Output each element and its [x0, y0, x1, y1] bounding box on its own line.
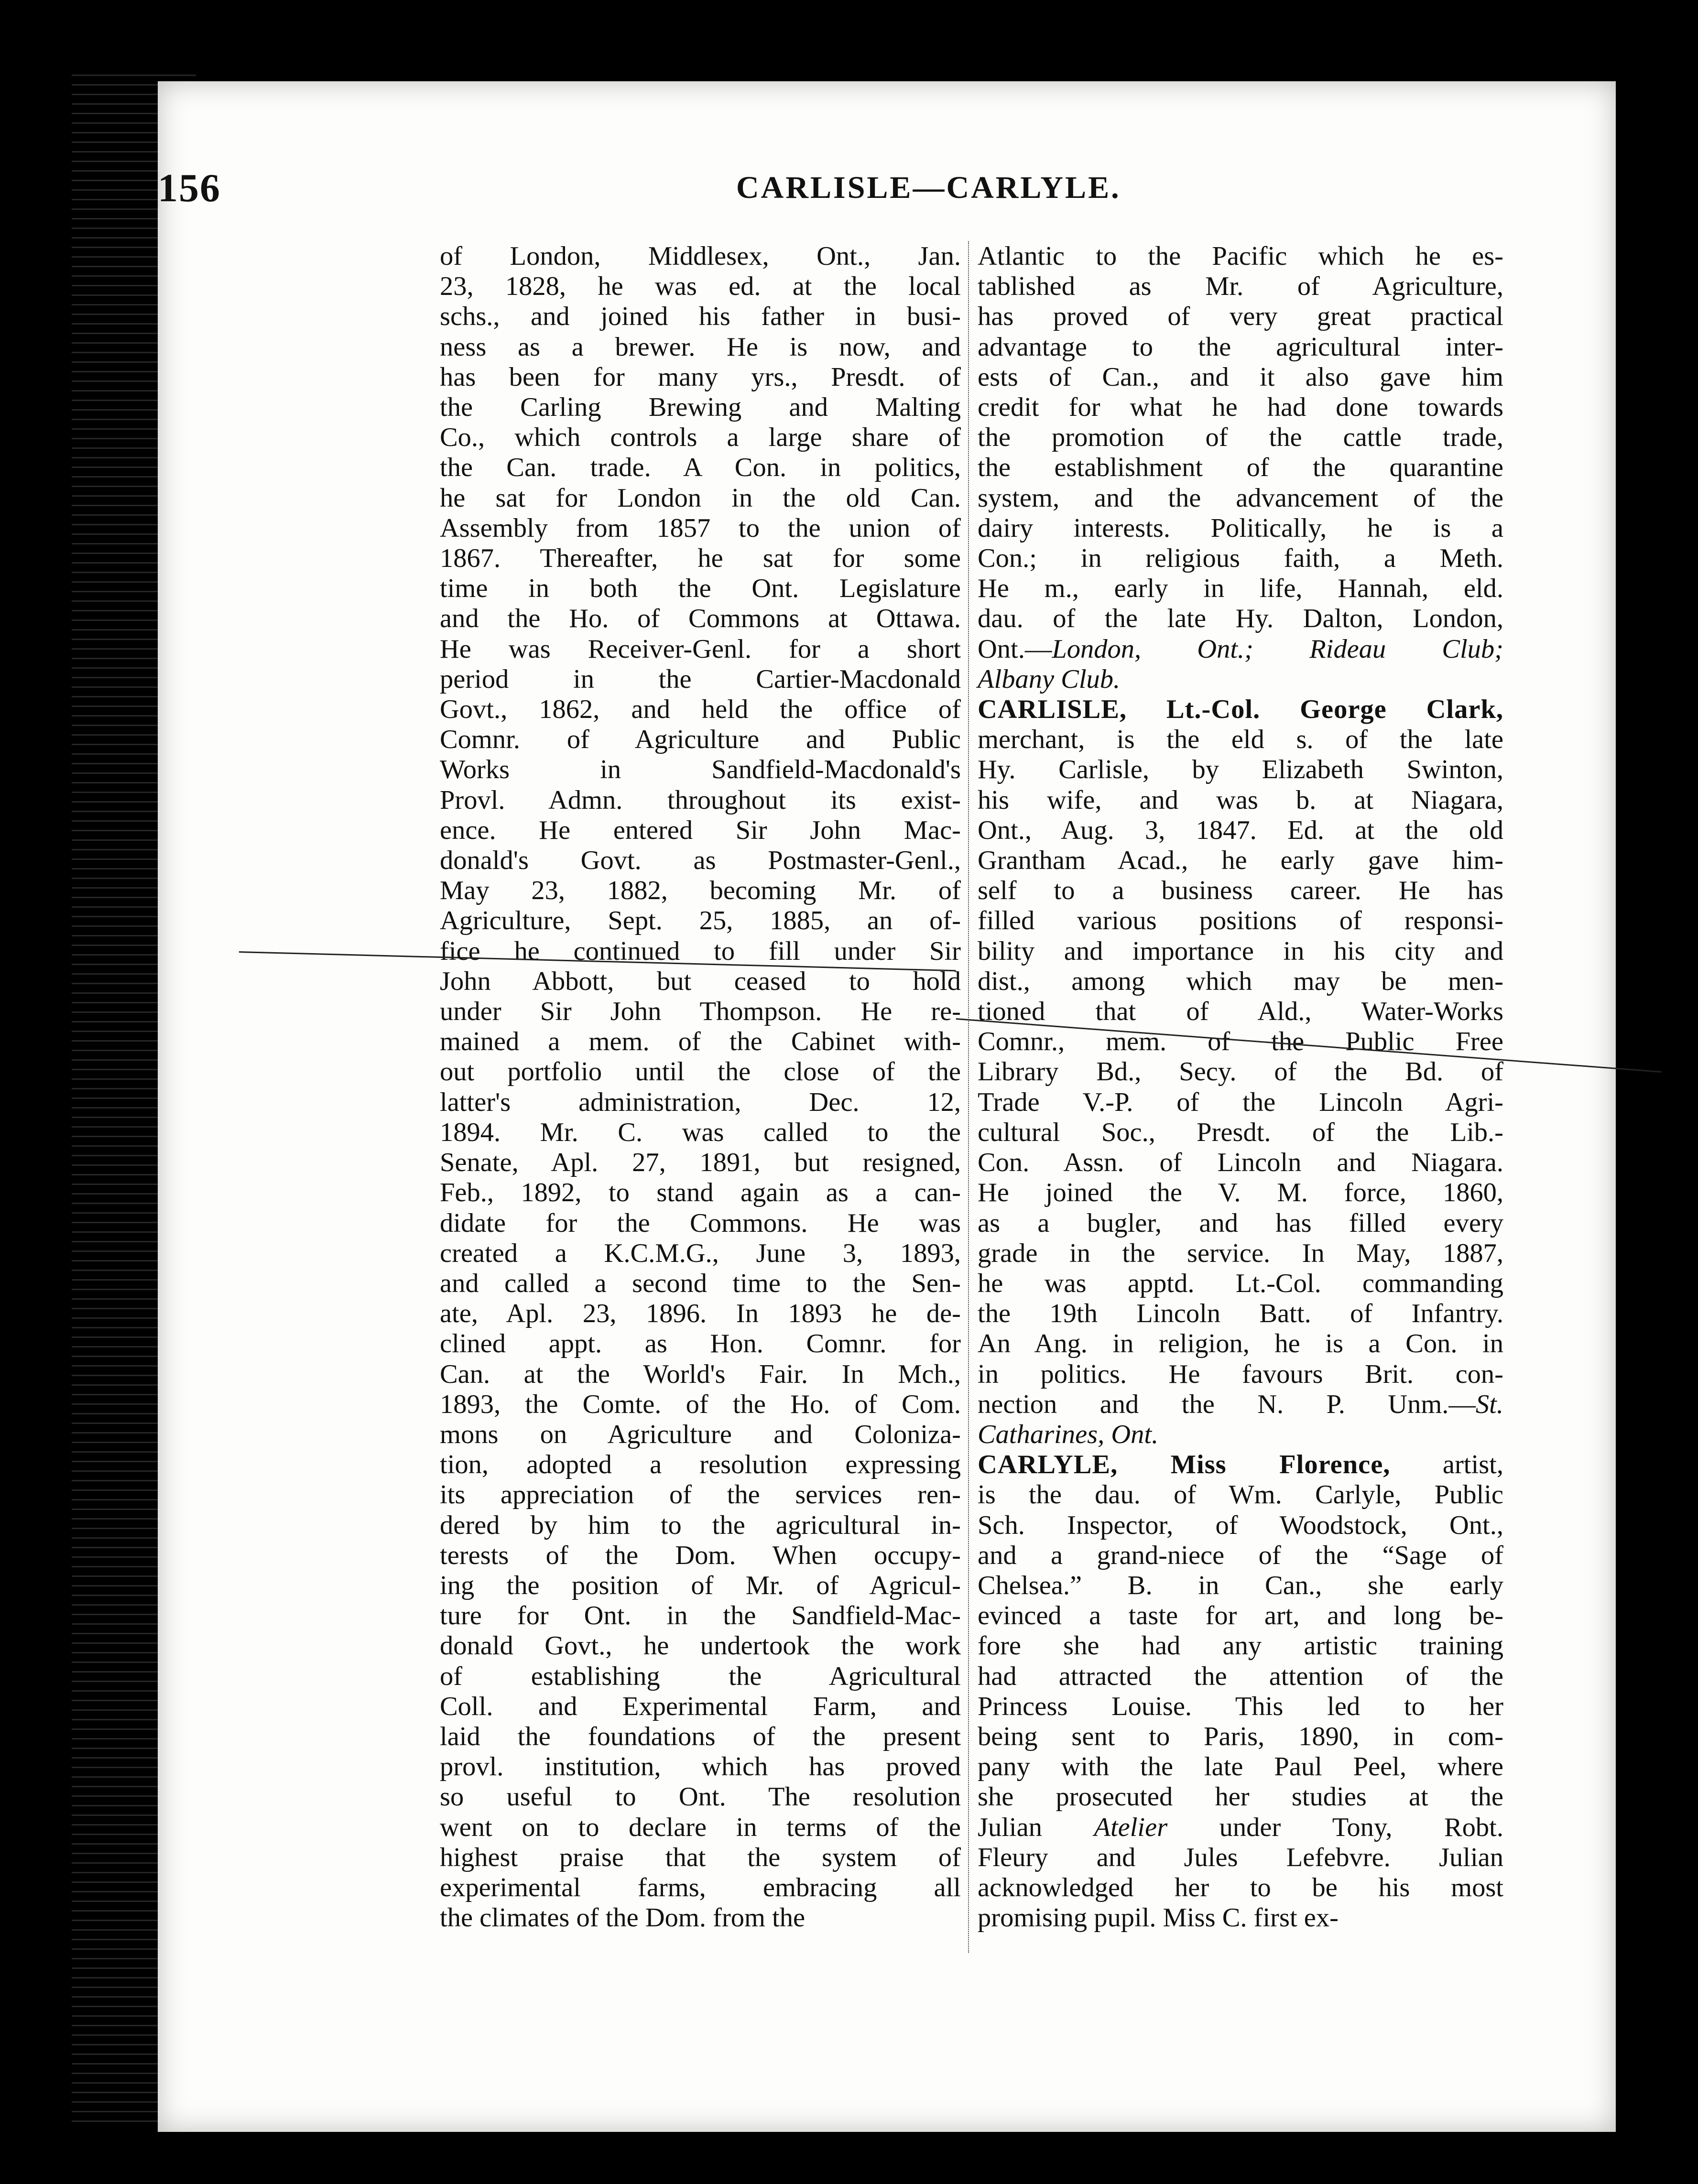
text-line: schs., and joined his father in busi-	[440, 302, 961, 332]
text-line: its appreciation of the services ren-	[440, 1480, 961, 1510]
text-line: the climates of the Dom. from the	[440, 1903, 805, 1933]
text-line: ence. He entered Sir John Mac-	[440, 815, 961, 845]
text-line: Fleury and Jules Lefebvre. Julian	[978, 1842, 1503, 1872]
text-line: went on to declare in terms of the	[440, 1812, 961, 1842]
text-line: highest praise that the system of	[440, 1842, 961, 1872]
text-line: grade in the service. In May, 1887,	[978, 1238, 1503, 1268]
text-run: under Tony, Robt.	[1167, 1812, 1503, 1842]
text-line: dairy interests. Politically, he is a	[978, 513, 1503, 543]
text-line: Con.; in religious faith, a Meth.	[978, 543, 1503, 574]
residence-italic: Catharines, Ont.	[978, 1419, 1159, 1449]
text-line: He was Receiver-Genl. for a short	[440, 634, 961, 664]
text-line: dist., among which may be men-	[978, 966, 1503, 996]
text-line: of establishing the Agricultural	[440, 1661, 961, 1691]
text-line: Trade V.-P. of the Lincoln Agri-	[978, 1087, 1503, 1117]
text-line	[978, 1420, 1503, 1450]
text-line: promising pupil. Miss C. first ex-	[978, 1903, 1339, 1933]
running-head: CARLISLE—CARLYLE.	[736, 170, 1121, 205]
text-line: cultural Soc., Presdt. of the Lib.-	[978, 1117, 1503, 1147]
text-line: experimental farms, embracing all	[440, 1872, 961, 1902]
text-run: nection and the N. P. Unm.—	[978, 1389, 1476, 1419]
text-line: being sent to Paris, 1890, in com-	[978, 1721, 1503, 1751]
text-line: mained a mem. of the Cabinet with-	[440, 1027, 961, 1057]
text-line: 23, 1828, he was ed. at the local	[440, 272, 961, 302]
text-line: the establishment of the quarantine	[978, 453, 1503, 483]
text-line: He m., early in life, Hannah, eld.	[978, 574, 1503, 604]
text-line: Atlantic to the Pacific which he es-	[978, 241, 1503, 271]
text-line: under Sir John Thompson. He re-	[440, 997, 961, 1027]
text-line: 1894. Mr. C. was called to the	[440, 1117, 961, 1147]
text-line: Princess Louise. This led to her	[978, 1691, 1503, 1721]
text-run: Ont.—	[978, 634, 1052, 664]
text-line: Feb., 1892, to stand again as a can-	[440, 1178, 961, 1208]
text-line: his wife, and was b. at Niagara,	[978, 785, 1503, 815]
text-line: has been for many yrs., Presdt. of	[440, 362, 961, 392]
text-line: and a grand-niece of the “Sage of	[978, 1540, 1503, 1570]
text-line: ate, Apl. 23, 1896. In 1893 he de-	[440, 1299, 961, 1329]
text-line: advantage to the agricultural inter-	[978, 332, 1503, 362]
text-line: mons on Agriculture and Coloniza-	[440, 1419, 961, 1449]
text-line: has proved of very great practical	[978, 302, 1503, 332]
text-line: had attracted the attention of the	[978, 1661, 1503, 1691]
text-line: the promotion of the cattle trade,	[978, 423, 1503, 453]
text-line: self to a business career. He has	[978, 876, 1503, 906]
residence-italic: St.	[1475, 1389, 1503, 1419]
text-line: 1867. Thereafter, he sat for some	[440, 543, 961, 574]
entry-heading-carlyle-florence	[978, 1450, 1503, 1480]
text-line: John Abbott, but ceased to hold	[440, 966, 961, 996]
text-line	[978, 664, 1503, 695]
text-line: Con. Assn. of Lincoln and Niagara.	[978, 1148, 1503, 1178]
text-line: Grantham Acad., he early gave him-	[978, 846, 1503, 876]
text-line: ing the position of Mr. of Agricul-	[440, 1570, 961, 1600]
text-line: the Can. trade. A Con. in politics,	[440, 453, 961, 483]
text-line: Coll. and Experimental Farm, and	[440, 1691, 961, 1721]
text-line: pany with the late Paul Peel, where	[978, 1752, 1503, 1782]
text-line: Provl. Admn. throughout its exist-	[440, 785, 961, 815]
text-run: artist,	[1390, 1450, 1503, 1480]
text-line: is the dau. of Wm. Carlyle, Public	[978, 1480, 1503, 1510]
text-line	[978, 1813, 1503, 1843]
text-line: Assembly from 1857 to the union of	[440, 513, 961, 543]
text-line: fice he continued to fill under Sir	[440, 936, 961, 966]
text-line: system, and the advancement of the	[978, 483, 1503, 513]
text-line: period in the Cartier-Macdonald	[440, 664, 961, 694]
text-line: tablished as Mr. of Agriculture,	[978, 272, 1503, 302]
text-line: tioned that of Ald., Water-Works	[978, 997, 1503, 1027]
text-line: acknowledged her to be his most	[978, 1872, 1503, 1902]
text-line: He joined the V. M. force, 1860,	[978, 1178, 1503, 1208]
text-line: fore she had any artistic training	[978, 1631, 1503, 1661]
text-line: ness as a brewer. He is now, and	[440, 332, 961, 362]
text-run: Julian	[978, 1812, 1094, 1842]
text-line: An Ang. in religion, he is a Con. in	[978, 1329, 1503, 1359]
left-column	[440, 241, 961, 1933]
text-line: he was apptd. Lt.-Col. commanding	[978, 1268, 1503, 1298]
text-line: he sat for London in the old Can.	[440, 483, 961, 513]
text-line: evinced a taste for art, and long be-	[978, 1601, 1503, 1631]
text-line: tion, adopted a resolution expressing	[440, 1450, 961, 1480]
text-line: laid the foundations of the present	[440, 1721, 961, 1751]
text-line	[978, 634, 1503, 664]
page-number: 156	[158, 166, 221, 210]
residence-italic: London, Ont.; Rideau Club;	[1052, 634, 1503, 664]
atelier-italic: Atelier	[1094, 1812, 1168, 1842]
text-line: created a K.C.M.G., June 3, 1893,	[440, 1238, 961, 1268]
text-line: the 19th Lincoln Batt. of Infantry.	[978, 1299, 1503, 1329]
text-line: as a bugler, and has filled every	[978, 1208, 1503, 1238]
residence-italic: Albany Club.	[978, 664, 1121, 694]
text-line: so useful to Ont. The resolution	[440, 1782, 961, 1812]
text-line: merchant, is the eld s. of the late	[978, 725, 1503, 755]
entry-name: CARLYLE, Miss Florence,	[978, 1450, 1391, 1480]
text-line: time in both the Ont. Legislature	[440, 574, 961, 604]
text-line: May 23, 1882, becoming Mr. of	[440, 876, 961, 906]
text-line: terests of the Dom. When occupy-	[440, 1540, 961, 1570]
text-line	[978, 1390, 1503, 1420]
text-line: donald Govt., he undertook the work	[440, 1631, 961, 1661]
text-line: of London, Middlesex, Ont., Jan.	[440, 241, 961, 271]
text-line: dau. of the late Hy. Dalton, London,	[978, 604, 1503, 634]
text-line: filled various positions of responsi-	[978, 906, 1503, 936]
text-line: Comnr., mem. of the Public Free	[978, 1027, 1503, 1057]
column-divider	[968, 241, 970, 1953]
text-line: provl. institution, which has proved	[440, 1752, 961, 1782]
text-line: the Carling Brewing and Malting	[440, 392, 961, 423]
text-line: ests of Can., and it also gave him	[978, 362, 1503, 392]
text-line: Library Bd., Secy. of the Bd. of	[978, 1057, 1503, 1087]
text-line: latter's administration, Dec. 12,	[440, 1087, 961, 1117]
text-line: and called a second time to the Sen-	[440, 1268, 961, 1298]
text-line: Agriculture, Sept. 25, 1885, an of-	[440, 906, 961, 936]
text-line: Sch. Inspector, of Woodstock, Ont.,	[978, 1510, 1503, 1540]
text-line: ture for Ont. in the Sandfield-Mac-	[440, 1601, 961, 1631]
text-line: out portfolio until the close of the	[440, 1057, 961, 1087]
text-line: Can. at the World's Fair. In Mch.,	[440, 1359, 961, 1389]
text-line: Ont., Aug. 3, 1847. Ed. at the old	[978, 815, 1503, 845]
text-line: Govt., 1862, and held the office of	[440, 695, 961, 725]
text-line: in politics. He favours Brit. con-	[978, 1359, 1503, 1389]
text-line: didate for the Commons. He was	[440, 1208, 961, 1238]
entry-name: CARLISLE, Lt.-Col. George Clark,	[978, 695, 1503, 725]
text-line: clined appt. as Hon. Comnr. for	[440, 1329, 961, 1359]
entry-heading-carlisle-george-clark	[978, 695, 1503, 725]
text-line: Chelsea.” B. in Can., she early	[978, 1570, 1503, 1600]
text-line: credit for what he had done towards	[978, 392, 1503, 423]
text-line: bility and importance in his city and	[978, 936, 1503, 966]
text-line: and the Ho. of Commons at Ottawa.	[440, 604, 961, 634]
text-line: donald's Govt. as Postmaster-Genl.,	[440, 846, 961, 876]
text-line: Comnr. of Agriculture and Public	[440, 725, 961, 755]
text-line: Hy. Carlisle, by Elizabeth Swinton,	[978, 755, 1503, 785]
text-line: dered by him to the agricultural in-	[440, 1510, 961, 1540]
text-line: Works in Sandfield-Macdonald's	[440, 755, 961, 785]
text-line: 1893, the Comte. of the Ho. of Com.	[440, 1389, 961, 1419]
right-column	[978, 241, 1503, 1933]
text-line: Senate, Apl. 27, 1891, but resigned,	[440, 1148, 961, 1178]
text-line: she prosecuted her studies at the	[978, 1782, 1503, 1812]
text-line: Co., which controls a large share of	[440, 423, 961, 453]
